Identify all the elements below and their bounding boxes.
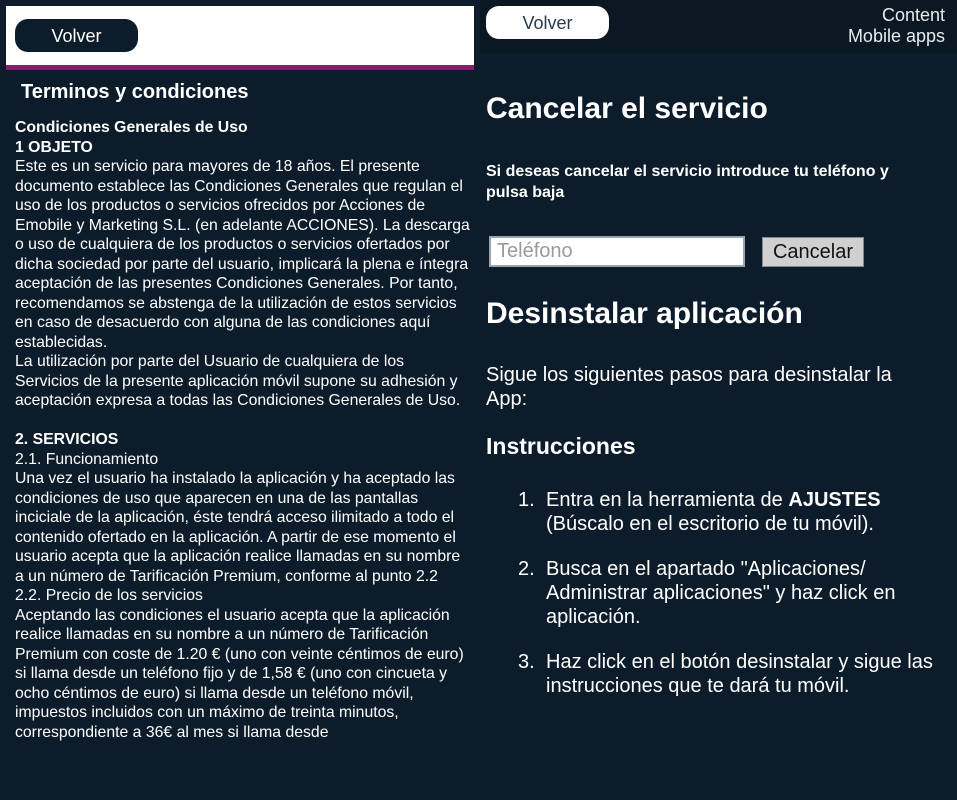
cancel-panel	[480, 0, 957, 800]
back-button[interactable]: Volver	[486, 6, 609, 39]
terms-paragraph: La utilización por parte del Usuario de cualquiera de los Servicios de la presente aplicación móvil supone su adhesión y aceptación expresa a todas las Condiciones Generales de Uso.	[15, 353, 461, 409]
uninstall-section-title: Desinstalar aplicación	[486, 297, 803, 330]
cancel-service-button[interactable]: Cancelar	[762, 237, 864, 267]
terms-paragraph: 2.1. Funcionamiento	[15, 450, 159, 468]
phone-input[interactable]	[489, 236, 745, 267]
step-text: Busca en el apartado "Aplicaciones/ Administrar aplicaciones" y haz click en aplicación.	[546, 558, 896, 628]
settings-emphasis: AJUSTES	[788, 489, 881, 511]
step-text: Haz click en el botón desinstalar y sigue las instrucciones que te dará tu móvil.	[546, 651, 933, 697]
brand-line-1: Content	[881, 5, 945, 25]
terms-heading: Condiciones Generales de Uso	[15, 119, 248, 136]
left-header-accent-line	[6, 65, 474, 70]
instruction-step	[486, 488, 946, 536]
brand-logo	[848, 5, 945, 47]
instructions-title: Instrucciones	[486, 433, 636, 459]
cancel-section-title: Cancelar el servicio	[486, 92, 768, 125]
page-title: Terminos y condiciones	[21, 81, 249, 103]
instruction-step	[486, 557, 946, 629]
terms-paragraph: 2.2. Precio de los servicios	[15, 587, 203, 604]
terms-heading: 2. SERVICIOS	[15, 431, 119, 448]
step-number: 3.	[518, 651, 535, 673]
cancel-description: Si deseas cancelar el servicio introduce tu teléfono y pulsa baja	[486, 163, 889, 201]
step-text: Entra en la herramienta de AJUSTES (Búscalo en el escritorio de tu móvil).	[546, 489, 881, 535]
terms-paragraph: Este es un servicio para mayores de 18 años. El presente documento establece las Condiciones Generales que regulan el uso de los productos o servicios ofrecidos por Acciones de Emobile y Marketing S.L. (en adelante ACCIONES). La descarga o uso de cualquiera de los productos o servicios ofertados por dicha sociedad por parte del usuario, implicará la plena e íntegra aceptación de las presentes Condiciones Generales. Por tanto, recomendamos se abstenga de la utilización de estos servicios en caso de desacuerdo con alguna de las condiciones aquí establecidas.	[15, 158, 470, 351]
step-number: 2.	[518, 558, 535, 580]
terms-paragraph: Aceptando las condiciones el usuario acepta que la aplicación realice llamadas en su nombre a un número de Tarificación Premium con coste de 1.20 € (uno con veinte céntimos de euro) si llama desde un teléfono fijo y de 1,58 € (uno con cincueta y ocho céntimos de euro) si llama desde un teléfono móvil, impuestos incluidos con un máximo de treinta minutos, correspondiente a 36€ al mes si llama desde	[15, 606, 464, 741]
terms-paragraph: Una vez el usuario ha instalado la aplicación y ha aceptado las condiciones de uso que aparecen en una de las pantallas inciciale de la aplicación, éste tendrá acceso ilimitado a todo el contenido ofertado en la aplicación. A partir de ese momento el usuario acepta que la aplicación realice llamadas en su nombre a un número de Tarificación Premium, conforme al punto 2.2	[15, 470, 461, 585]
back-button[interactable]: Volver	[15, 19, 138, 52]
terms-text[interactable]	[15, 118, 471, 742]
terms-heading: 1 OBJETO	[15, 138, 93, 156]
uninstall-description: Sigue los siguientes pasos para desinstalar la App:	[486, 364, 892, 410]
step-number: 1.	[518, 489, 535, 511]
instruction-step	[486, 650, 946, 698]
terms-paragraph	[15, 411, 471, 431]
brand-line-2: Mobile apps	[847, 26, 945, 46]
